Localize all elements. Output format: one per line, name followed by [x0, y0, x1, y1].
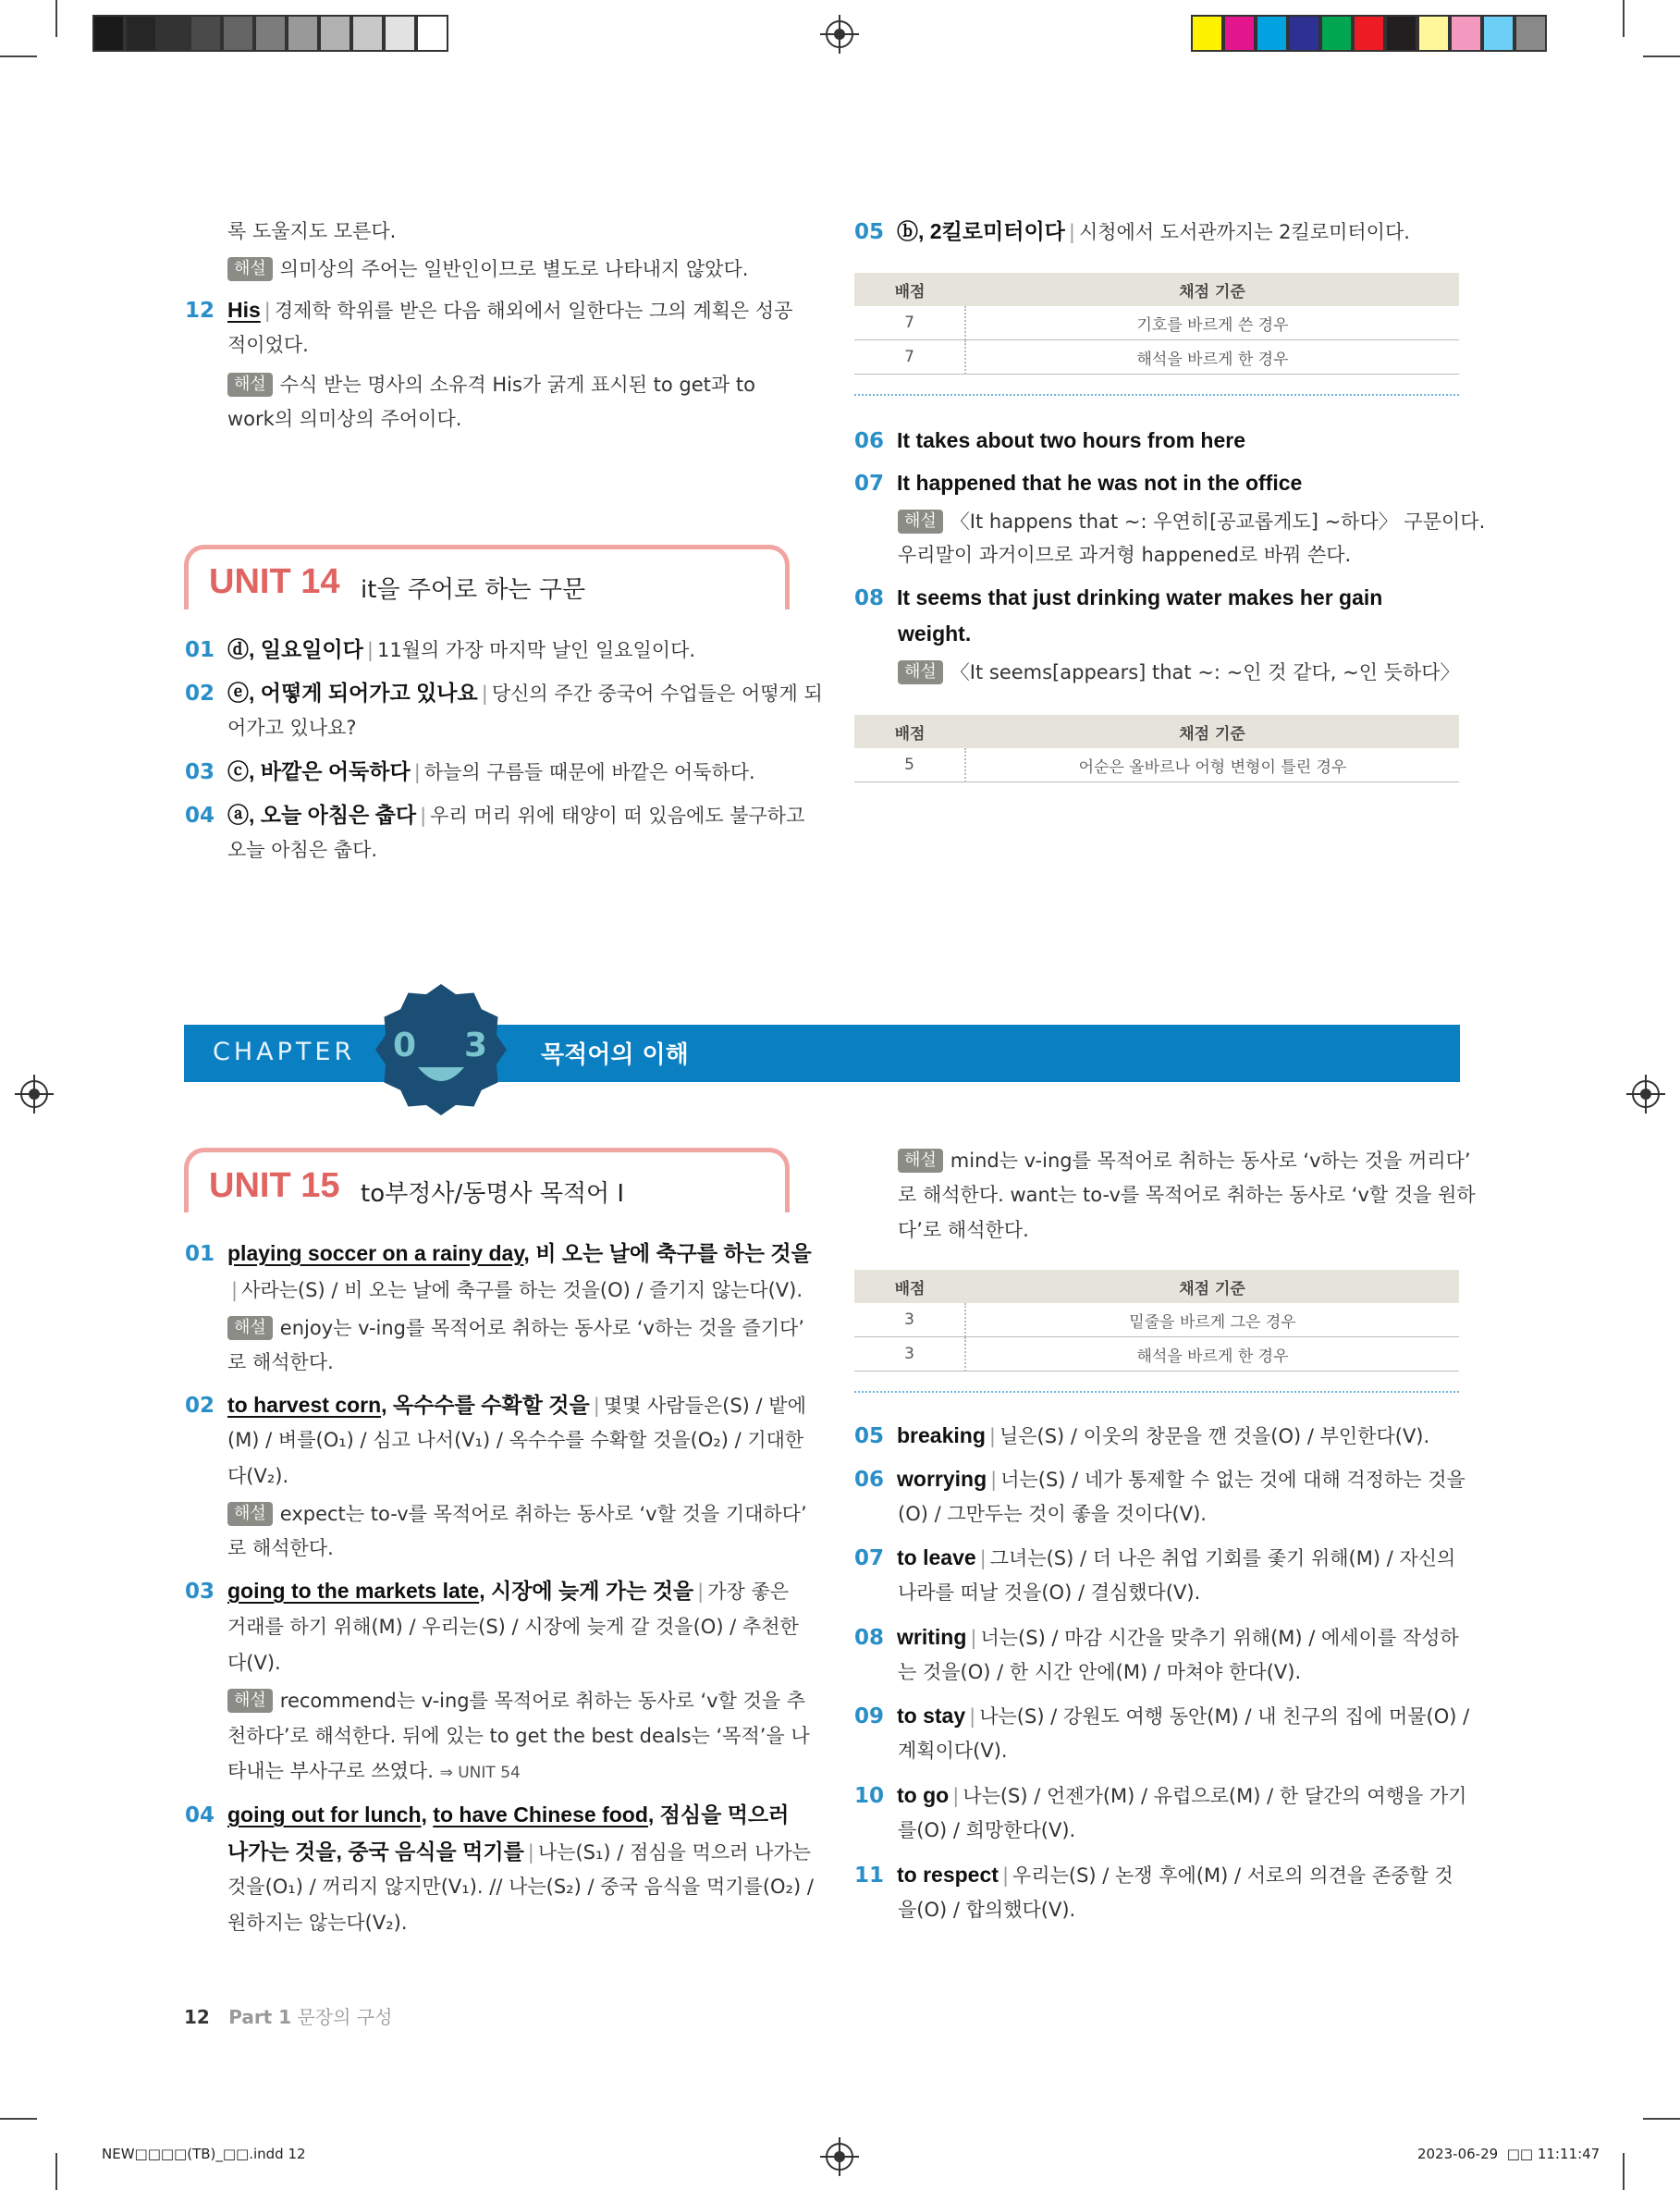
translation: 우리는(S) / 논쟁 후에(M) / 서로의 의견을 존중할 것 — [1012, 1864, 1453, 1887]
chapter-digit: 0 — [393, 1027, 417, 1064]
answer: to go — [897, 1783, 950, 1807]
note-badge: 해설 — [898, 1149, 943, 1173]
question-01 — [185, 1236, 812, 1272]
registration-mark-icon — [1632, 1080, 1660, 1108]
question-number: 07 — [854, 472, 885, 496]
question-number: 03 — [185, 1580, 215, 1604]
note-line — [898, 1143, 1471, 1178]
chapter-digit: 3 — [464, 1027, 488, 1064]
table-header: 채점 기준 — [965, 273, 1459, 306]
question-number: 11 — [854, 1864, 885, 1888]
color-swatch — [1450, 15, 1482, 52]
text-line: 적이었다. — [227, 334, 309, 356]
question-03 — [185, 754, 755, 790]
answer: , — [421, 1802, 434, 1827]
table-row — [854, 1337, 1459, 1372]
answer: to harvest corn — [227, 1393, 382, 1417]
separator: | — [264, 300, 271, 322]
criteria-cell: 기호를 바르게 쓴 경우 — [965, 306, 1459, 340]
dotted-divider — [854, 1391, 1459, 1393]
answer: writing — [897, 1625, 967, 1649]
note-badge: 해설 — [227, 1502, 273, 1526]
color-swatch — [1353, 15, 1385, 52]
note-line: 다’로 해석한다. — [898, 1219, 1029, 1241]
separator: | — [1001, 1864, 1010, 1887]
text-line — [227, 1273, 803, 1308]
note-text: 수식 받는 명사의 소유격 His가 굵게 표시된 to get과 to — [279, 374, 755, 396]
translation: 하늘의 구름들 때문에 바깥은 어둑하다. — [423, 761, 755, 783]
answer-line — [898, 616, 971, 652]
separator: | — [979, 1547, 987, 1569]
translation: 나는(S₁) / 점심을 먹으러 나가는 — [537, 1841, 811, 1864]
answer: worrying — [897, 1467, 987, 1491]
text-line: 오늘 아침은 춥다. — [227, 839, 378, 861]
registration-mark-icon — [20, 1080, 48, 1108]
question-10 — [854, 1778, 1466, 1814]
registration-mark-icon — [826, 20, 853, 48]
question-number: 01 — [185, 638, 215, 662]
text-line: 원하지는 않는다(V₂). — [227, 1912, 408, 1934]
separator: | — [593, 1395, 600, 1417]
question-07 — [854, 465, 1302, 501]
separator: | — [697, 1581, 705, 1603]
answer: ⓔ, 어떻게 되어가고 있나요 — [227, 681, 478, 705]
note-line: work의 의미상의 주어이다. — [227, 408, 462, 430]
note-text: enjoy는 v-ing를 목적어로 취하는 동사로 ‘v하는 것을 즐기다’ — [279, 1317, 804, 1339]
question-04 — [185, 1797, 789, 1833]
color-swatch — [351, 15, 384, 52]
text-line: 것을(O₁) / 꺼리지 않지만(V₁). // 나는(S₂) / 중국 음식을 먹기를(O₂) / — [227, 1876, 814, 1898]
note-line — [898, 655, 1460, 690]
color-swatch — [157, 15, 190, 52]
crop-mark — [1643, 55, 1680, 57]
criteria-cell: 해석을 바르게 한 경우 — [965, 1337, 1459, 1372]
separator: | — [1068, 221, 1075, 243]
note-text: 〈It seems[appears] that ~: ~인 것 같다, ~인 듯하다〉 — [950, 661, 1460, 683]
question-number: 09 — [854, 1704, 885, 1729]
table-row — [854, 340, 1459, 375]
separator: | — [952, 1785, 960, 1807]
separator: | — [413, 761, 421, 783]
dotted-divider — [854, 394, 1459, 396]
note-badge: 해설 — [227, 1316, 273, 1340]
text-line: 를(O) / 희망한다(V). — [898, 1819, 1076, 1841]
registration-mark-icon — [826, 2143, 853, 2171]
separator: | — [970, 1627, 977, 1649]
color-swatch — [1514, 15, 1547, 52]
answer: It happened that he was not in the office — [897, 471, 1303, 495]
note-line — [227, 252, 748, 287]
question-07 — [854, 1540, 1455, 1576]
table-row — [854, 748, 1459, 782]
question-05 — [854, 214, 1410, 250]
score-cell: 3 — [854, 1337, 965, 1372]
color-swatch — [1320, 15, 1353, 52]
translation: 가장 좋은 — [707, 1581, 790, 1603]
unit-reference: ⇒ UNIT 54 — [439, 1764, 521, 1782]
criteria-cell: 해석을 바르게 한 경우 — [965, 340, 1459, 375]
crop-mark — [55, 0, 57, 37]
color-swatch — [92, 15, 125, 52]
answer: to respect — [897, 1863, 999, 1887]
score-cell: 7 — [854, 306, 965, 340]
table-header: 채점 기준 — [965, 715, 1459, 748]
question-number: 05 — [854, 220, 885, 244]
question-number: 03 — [185, 760, 215, 784]
answer: going to the markets late — [227, 1579, 480, 1603]
color-swatch — [384, 15, 416, 52]
question-06 — [854, 423, 1245, 459]
note-line: 로 해석한다. want는 to-v를 목적어로 취하는 동사로 ‘v할 것을 원하 — [898, 1184, 1476, 1206]
note-badge: 해설 — [898, 660, 943, 684]
translation: 너는(S) / 마감 시간을 맞추기 위해(M) / 에세이를 작성하 — [980, 1627, 1459, 1649]
part-label: Part 1 — [228, 2006, 292, 2028]
color-swatch — [1385, 15, 1417, 52]
text-line: 을(O) / 합의했다(V). — [898, 1899, 1076, 1921]
color-swatch — [1482, 15, 1514, 52]
text-line: 다(V). — [227, 1652, 281, 1674]
note-line — [227, 1683, 805, 1718]
color-swatch — [416, 15, 448, 52]
file-name: NEW□□□□(TB)_□□.indd 12 — [102, 2146, 306, 2162]
answer: , 옥수수를 수확할 것을 — [381, 1393, 590, 1417]
color-swatch — [319, 15, 351, 52]
answer: going out for lunch — [227, 1802, 422, 1827]
crop-mark — [55, 2153, 57, 2190]
note-text: mind는 v-ing를 목적어로 취하는 동사로 ‘v하는 것을 꺼리다’ — [950, 1150, 1471, 1172]
question-01 — [185, 632, 695, 668]
crop-mark — [1623, 2153, 1625, 2190]
question-number: 10 — [854, 1784, 885, 1808]
unit-label: UNIT 15 — [209, 1166, 340, 1205]
note-badge: 해설 — [227, 373, 273, 397]
question-11 — [854, 1857, 1453, 1893]
answer: , 시장에 늦게 가는 것을 — [479, 1579, 694, 1603]
text-line: 거래를 하기 위해(M) / 우리는(S) / 시장에 늦게 갈 것을(O) / 추천한 — [227, 1616, 799, 1638]
text-line: 계획이다(V). — [898, 1740, 1008, 1762]
answer: to leave — [897, 1545, 976, 1569]
question-06 — [854, 1461, 1465, 1497]
question-number: 12 — [185, 299, 215, 323]
translation: 그녀는(S) / 더 나은 취업 기회를 좇기 위해(M) / 자신의 — [989, 1547, 1456, 1569]
criteria-cell: 어순은 올바르나 어형 변형이 틀린 경우 — [965, 748, 1459, 782]
question-02 — [185, 1387, 806, 1423]
translation: 시청에서 도서관까지는 2킬로미터이다. — [1078, 221, 1410, 243]
answer: playing soccer on a rainy day — [227, 1241, 524, 1265]
translation: 너는(S) / 네가 통제할 수 없는 것에 대해 걱정하는 것을 — [1000, 1469, 1465, 1491]
answer: weight. — [898, 621, 972, 646]
answer: , 점심을 먹으러 — [647, 1802, 790, 1827]
unit-title: it을 주어로 하는 구문 — [361, 576, 586, 604]
separator: | — [988, 1425, 996, 1447]
question-number: 06 — [854, 1468, 885, 1492]
page-footer — [184, 2005, 392, 2029]
note-line: 우리말이 과거이므로 과거형 happened로 바꿔 쓴다. — [898, 544, 1352, 566]
translation: 나는(S) / 언젠가(M) / 유럽으로(M) / 한 달간의 여행을 가기 — [963, 1785, 1467, 1807]
separator: | — [990, 1469, 998, 1491]
question-08 — [854, 580, 1382, 616]
note-line — [898, 504, 1485, 539]
note-text: 타내는 부사구로 쓰였다. — [227, 1760, 434, 1782]
unit-label: UNIT 14 — [209, 562, 340, 601]
translation: 닐은(S) / 이웃의 창문을 깬 것을(O) / 부인한다(V). — [999, 1425, 1430, 1447]
question-number: 06 — [854, 429, 885, 453]
question-number: 07 — [854, 1546, 885, 1570]
answer: ⓓ, 일요일이다 — [227, 637, 363, 661]
note-line — [227, 1496, 807, 1532]
note-line: 천하다’로 해석한다. 뒤에 있는 to get the best deals는 ‘목적’을 나 — [227, 1725, 810, 1747]
answer: breaking — [897, 1423, 986, 1447]
translation: 11월의 가장 마지막 날인 일요일이다. — [376, 639, 696, 661]
question-number: 02 — [185, 682, 215, 706]
chapter-title: 목적어의 이해 — [541, 1041, 689, 1069]
crop-mark — [1623, 0, 1625, 37]
answer: 나가는 것을, 중국 음식을 먹기를 — [227, 1839, 524, 1864]
question-number: 01 — [185, 1242, 215, 1266]
score-cell: 3 — [854, 1303, 965, 1337]
crop-mark — [0, 55, 37, 57]
part-title: 문장의 구성 — [297, 2006, 393, 2028]
note-line: 로 해석한다. — [227, 1537, 334, 1559]
note-line — [227, 1753, 521, 1790]
answer: ⓒ, 바깥은 어둑하다 — [227, 759, 411, 783]
color-swatch — [190, 15, 222, 52]
color-swatch — [1417, 15, 1450, 52]
translation: 사라는(S) / 비 오는 날에 축구를 하는 것을(O) / 즐기지 않는다(V). — [241, 1279, 803, 1301]
question-03 — [185, 1573, 789, 1609]
color-swatch — [222, 15, 254, 52]
translation: 당신의 주간 중국어 수업들은 어떻게 되 — [491, 683, 823, 705]
scoring-table — [854, 273, 1459, 375]
text-line: 나라를 떠날 것을(O) / 결심했다(V). — [898, 1581, 1201, 1604]
answer: to stay — [897, 1704, 966, 1728]
translation: 우리 머리 위에 태양이 떠 있음에도 불구하고 — [430, 805, 805, 827]
separator: | — [527, 1841, 534, 1864]
text-line: (O) / 그만두는 것이 좋을 것이다(V). — [898, 1503, 1207, 1525]
separator: | — [481, 683, 488, 705]
text-line: 어가고 있나요? — [227, 717, 357, 739]
color-swatch — [1191, 15, 1223, 52]
scoring-table — [854, 715, 1459, 782]
table-header: 배점 — [854, 715, 965, 748]
answer: , 비 오는 날에 축구를 하는 것을 — [523, 1241, 812, 1265]
crop-mark — [0, 2118, 37, 2120]
answer: It seems that just drinking water makes her gain — [897, 585, 1383, 609]
unit-title: to부정사/동명사 목적어 Ⅰ — [361, 1180, 625, 1208]
question-number: 08 — [854, 586, 885, 610]
translation: 경제학 학위를 받은 다음 해외에서 일한다는 그의 계획은 성공 — [274, 300, 793, 322]
color-swatch — [1288, 15, 1320, 52]
crop-mark — [1643, 2118, 1680, 2120]
text-line: (M) / 벼를(O₁) / 심고 나서(V₁) / 옥수수를 수확할 것을(O₂) / 기대한 — [227, 1429, 804, 1451]
color-swatch — [1256, 15, 1288, 52]
question-number: 05 — [854, 1424, 885, 1448]
scoring-table — [854, 1270, 1459, 1372]
question-number: 04 — [185, 804, 215, 828]
table-row — [854, 1303, 1459, 1337]
color-swatch — [1223, 15, 1256, 52]
answer: His — [227, 298, 261, 322]
question-05 — [854, 1418, 1429, 1454]
date: 2023-06-29 — [1417, 2146, 1499, 2162]
print-date — [1417, 2146, 1600, 2162]
answer: ⓑ, 2킬로미터이다 — [897, 219, 1065, 243]
table-header: 채점 기준 — [965, 1270, 1459, 1303]
question-number: 02 — [185, 1394, 215, 1418]
question-number: 04 — [185, 1803, 215, 1827]
question-02 — [185, 675, 823, 711]
separator: | — [420, 805, 427, 827]
text-line: 다(V₂). — [227, 1465, 289, 1487]
criteria-cell: 밑줄을 바르게 그은 경우 — [965, 1303, 1459, 1337]
answer: It takes about two hours from here — [897, 428, 1245, 452]
note-text: 〈It happens that ~: 우연히[공교롭게도] ~하다〉 구문이다. — [950, 511, 1486, 533]
translation: 나는(S) / 강원도 여행 동안(M) / 내 친구의 집에 머물(O) / — [979, 1705, 1470, 1728]
score-cell: 7 — [854, 340, 965, 375]
text-line — [227, 1834, 811, 1870]
separator: | — [366, 639, 374, 661]
text-line: 록 도울지도 모른다. — [227, 220, 397, 242]
note-badge: 해설 — [227, 1689, 273, 1713]
note-text: 의미상의 주어는 일반인이므로 별도로 나타내지 않았다. — [279, 258, 749, 280]
translation: 몇몇 사람들은(S) / 밭에 — [603, 1395, 806, 1417]
text-line: 는 것을(O) / 한 시간 안에(M) / 마쳐야 한다(V). — [898, 1661, 1302, 1683]
note-text: recommend는 v-ing를 목적어로 취하는 동사로 ‘v할 것을 추 — [279, 1690, 806, 1712]
note-text: expect는 to-v를 목적어로 취하는 동사로 ‘v할 것을 기대하다’ — [279, 1503, 807, 1525]
question-12 — [185, 292, 792, 328]
page-number: 12 — [184, 2006, 210, 2028]
question-number: 08 — [854, 1626, 885, 1650]
separator: | — [231, 1279, 239, 1301]
table-header: 배점 — [854, 1270, 965, 1303]
table-row — [854, 306, 1459, 340]
question-09 — [854, 1698, 1469, 1734]
table-header: 배점 — [854, 273, 965, 306]
note-line — [227, 367, 755, 402]
note-badge: 해설 — [227, 257, 273, 281]
question-04 — [185, 797, 804, 833]
color-swatch — [287, 15, 319, 52]
question-08 — [854, 1619, 1459, 1655]
note-line — [227, 1310, 804, 1346]
chapter-label: CHAPTER — [213, 1038, 356, 1066]
note-badge: 해설 — [898, 510, 943, 534]
answer: ⓐ, 오늘 아침은 춥다 — [227, 803, 417, 827]
note-line: 로 해석한다. — [227, 1351, 334, 1373]
separator: | — [969, 1705, 976, 1728]
color-swatch — [125, 15, 157, 52]
color-swatch — [254, 15, 287, 52]
answer: to have Chinese food — [433, 1802, 648, 1827]
time: □□ 11:11:47 — [1506, 2146, 1600, 2162]
score-cell: 5 — [854, 748, 965, 782]
